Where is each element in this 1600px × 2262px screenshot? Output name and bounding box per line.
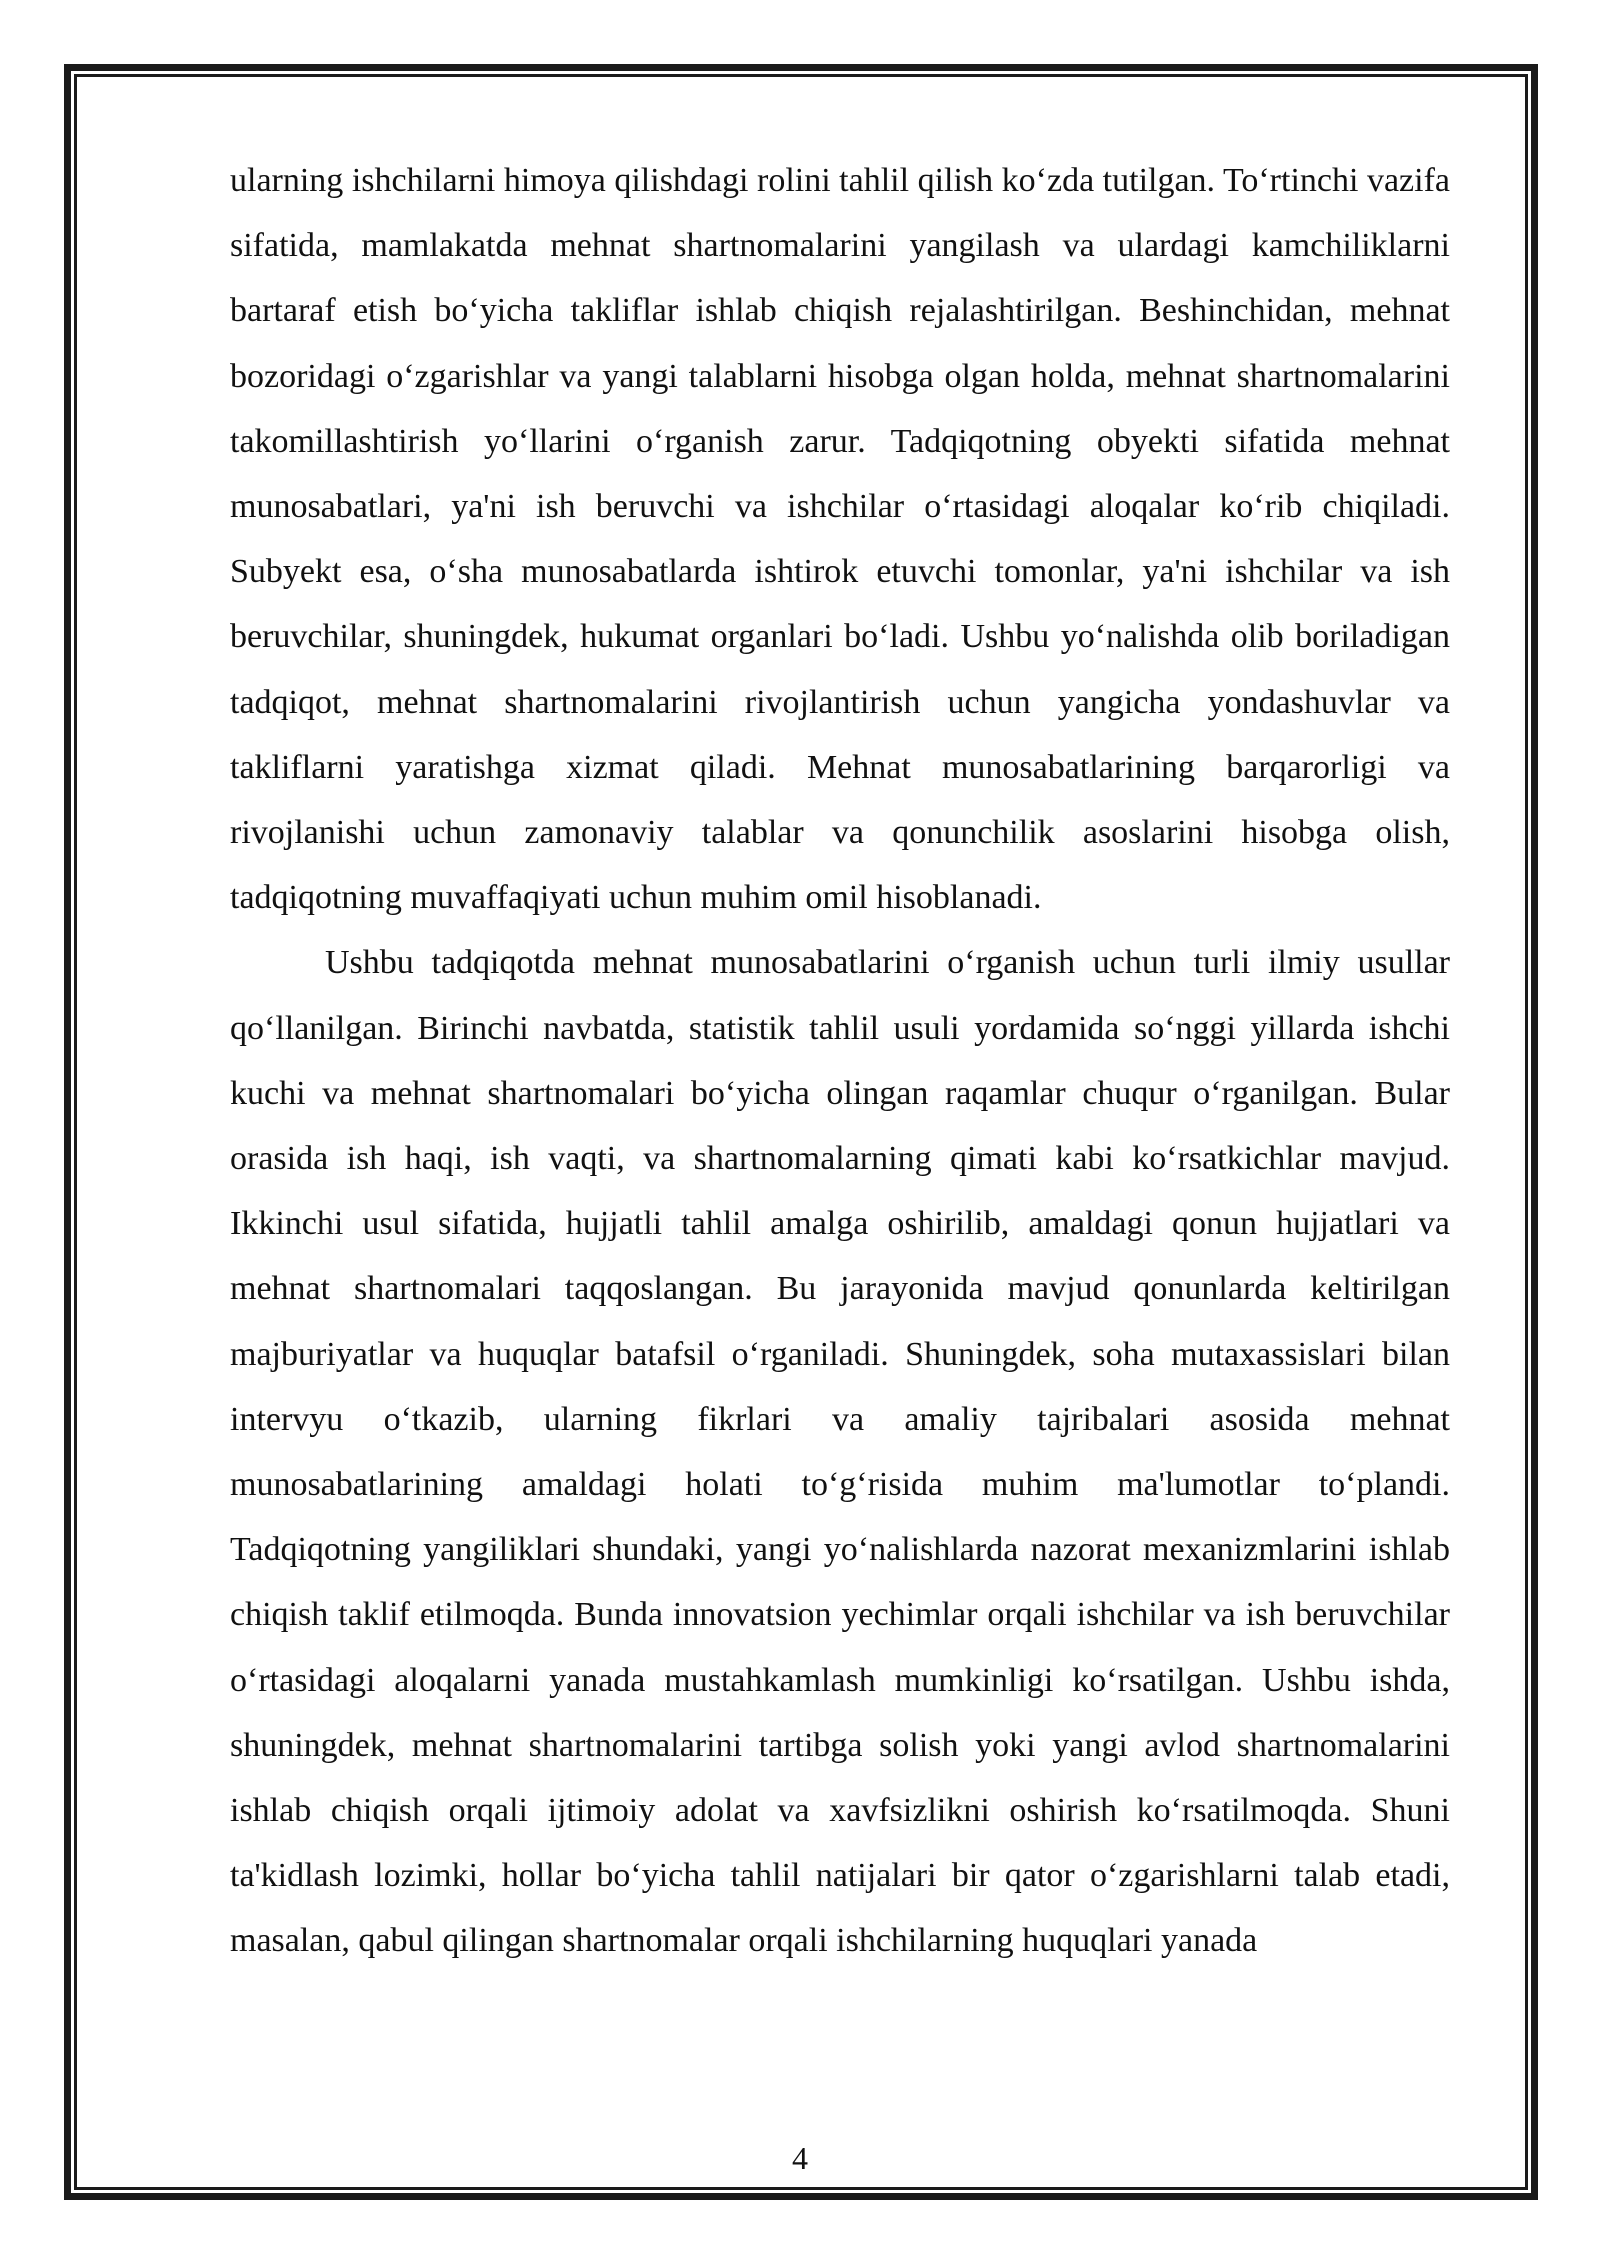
page-number: 4 (792, 2140, 808, 2176)
document-body (230, 148, 1450, 1974)
paragraph-2: Ushbu tadqiqotda mehnat munosabatlarini o‘rganish uchun turli ilmiy usullar qo‘llanilgan. Birinchi navbatda, statistik tahlil usuli yordamida so‘nggi yillarda ishchi kuchi va mehnat shartnomalari bo‘yicha olingan raqamlar chuqur o‘rganilgan. Bular orasida ish haqi, ish vaqti, va shartnomalarning qimati kabi ko‘rsatkichlar mavjud. Ikkinchi usul sifatida, hujjatli tahlil amalga oshirilib, amaldagi qonun hujjatlari va mehnat shartnomalari taqqoslangan. Bu jarayonida mavjud qonunlarda keltirilgan majburiyatlar va huquqlar batafsil o‘rganiladi. Shuningdek, soha mutaxassislari bilan intervyu o‘tkazib, ularning fikrlari va amaliy tajribalari asosida mehnat munosabatlarining amaldagi holati to‘g‘risida muhim ma'lumotlar to‘plandi. Tadqiqotning yangiliklari shundaki, yangi yo‘nalishlarda nazorat mexanizmlarini ishlab chiqish taklif etilmoqda. Bunda innovatsion yechimlar orqali ishchilar va ish beruvchilar o‘rtasidagi aloqalarni yanada mustahkamlash mumkinligi ko‘rsatilgan. Ushbu ishda, shuningdek, mehnat shartnomalarini tartibga solish yoki yangi avlod shartnomalarini ishlab chiqish orqali ijtimoiy adolat va xavfsizlikni oshirish ko‘rsatilmoqda. Shuni ta'kidlash lozimki, hollar bo‘yicha tahlil natijalari bir qator o‘zgarishlarni talab etadi, masalan, qabul qilingan shartnomalar orqali ishchilarning huquqlari yanada (230, 944, 1450, 1960)
paragraph-1: ularning ishchilarni himoya qilishdagi rolini tahlil qilish ko‘zda tutilgan. To‘rtinchi vazifa sifatida, mamlakatda mehnat shartnomalarini yangilash va ulardagi kamchiliklarni bartaraf etish bo‘yicha takliflar ishlab chiqish rejalashtirilgan. Beshinchidan, mehnat bozoridagi o‘zgarishlar va yangi talablarni hisobga olgan holda, mehnat shartnomalarini takomillashtirish yo‘llarini o‘rganish zarur. Tadqiqotning obyekti sifatida mehnat munosabatlari, ya'ni ish beruvchi va ishchilar o‘rtasidagi aloqalar ko‘rib chiqiladi. Subyekt esa, o‘sha munosabatlarda ishtirok etuvchi tomonlar, ya'ni ishchilar va ish beruvchilar, shuningdek, hukumat organlari bo‘ladi. Ushbu yo‘nalishda olib boriladigan tadqiqot, mehnat shartnomalarini rivojlantirish uchun yangicha yondashuvlar va takliflarni yaratishga xizmat qiladi. Mehnat munosabatlarining barqarorligi va rivojlanishi uchun zamonaviy talablar va qonunchilik asoslarini hisobga olish, tadqiqotning muvaffaqiyati uchun muhim omil hisoblanadi. (230, 162, 1450, 917)
